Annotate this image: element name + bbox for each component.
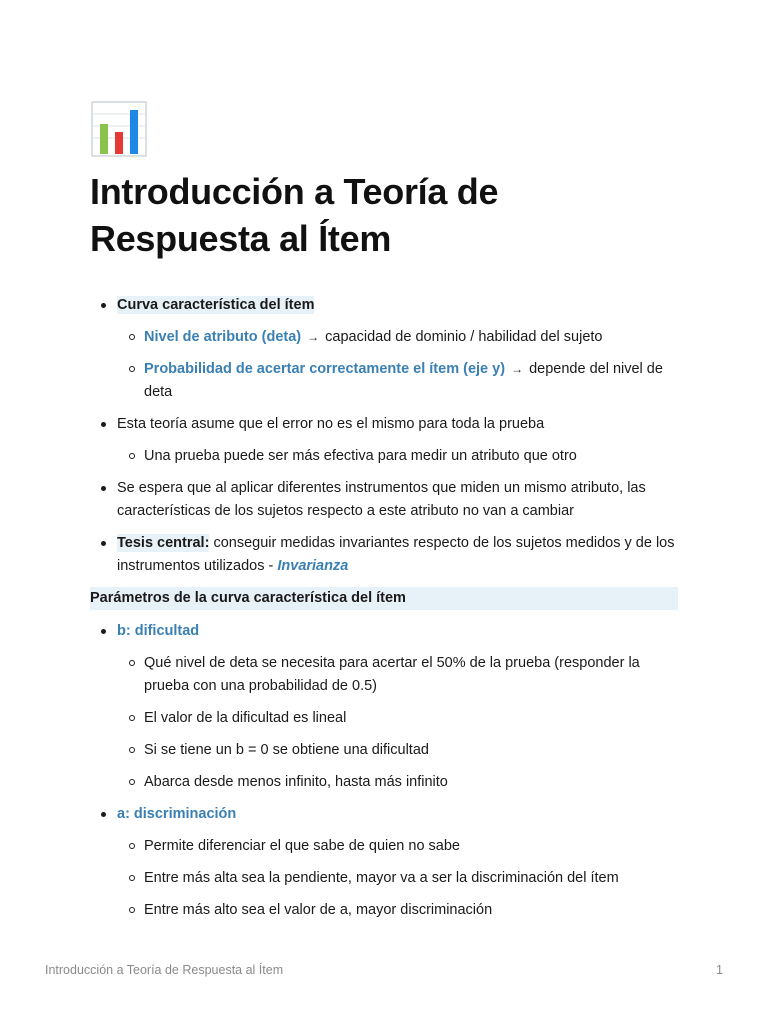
item-heading: a: discriminación	[117, 806, 237, 822]
definition: capacidad de dominio / habilidad del sujeto	[325, 329, 603, 345]
sub-list-item: Si se tiene un b = 0 se obtiene una dificultad	[117, 739, 680, 762]
list-item	[90, 803, 680, 922]
item-text: conseguir medidas invariantes respecto de los sujetos medidos y de los instrumentos utilizados -	[117, 535, 675, 574]
sub-list-item: Permite diferenciar el que sabe de quien no sabe	[117, 835, 680, 858]
page-title: Introducción a Teoría de Respuesta al Ítem	[90, 171, 499, 259]
sub-list-item: Abarca desde menos infinito, hasta más infinito	[117, 771, 680, 794]
item-heading: Curva característica del ítem	[117, 297, 315, 313]
sub-list-item: Qué nivel de deta se necesita para acertar el 50% de la prueba (responder la prueba con una probabilidad de 0.5)	[117, 652, 680, 698]
document-page	[90, 100, 680, 931]
page-footer	[45, 963, 723, 983]
emphasis: Invarianza	[277, 558, 349, 574]
sub-list	[117, 326, 680, 404]
term: Probabilidad de acertar correctamente el ítem (eje y)	[144, 361, 506, 377]
list-item	[90, 413, 680, 468]
sub-list-item: Entre más alta sea la pendiente, mayor va a ser la discriminación del ítem	[117, 867, 680, 890]
item-heading: Tesis central:	[117, 535, 210, 551]
list-item	[90, 532, 680, 578]
list-item: Se espera que al aplicar diferentes instrumentos que miden un mismo atributo, las características de los sujetos respecto a este atributo no van a cambiar	[90, 477, 680, 523]
sub-list-item: El valor de la dificultad es lineal	[117, 707, 680, 730]
section-heading: Parámetros de la curva característica del ítem	[90, 587, 678, 610]
arrow-icon: →	[307, 330, 320, 344]
sub-list-item: Una prueba puede ser más efectiva para medir un atributo que otro	[117, 445, 680, 468]
sub-list-item: Entre más alto sea el valor de a, mayor discriminación	[117, 899, 680, 922]
footer-title: Introducción a Teoría de Respuesta al Ítem	[45, 963, 284, 977]
sub-list	[117, 445, 680, 468]
term: Nivel de atributo (deta)	[144, 329, 302, 345]
list-item	[90, 294, 680, 404]
sub-list-item	[117, 326, 680, 349]
item-heading: b: dificultad	[117, 623, 200, 639]
bullet-list-intro	[90, 294, 680, 578]
sub-list	[117, 652, 680, 794]
item-text: Esta teoría asume que el error no es el mismo para toda la prueba	[117, 416, 545, 432]
definition: depende del nivel de deta	[144, 361, 663, 400]
page-number: 1	[716, 963, 723, 977]
sub-list-item	[117, 358, 680, 404]
sub-list	[117, 835, 680, 922]
arrow-icon: →	[511, 362, 524, 376]
bullet-list-parameters	[90, 620, 680, 922]
list-item	[90, 620, 680, 794]
bar-chart-icon	[90, 100, 148, 158]
